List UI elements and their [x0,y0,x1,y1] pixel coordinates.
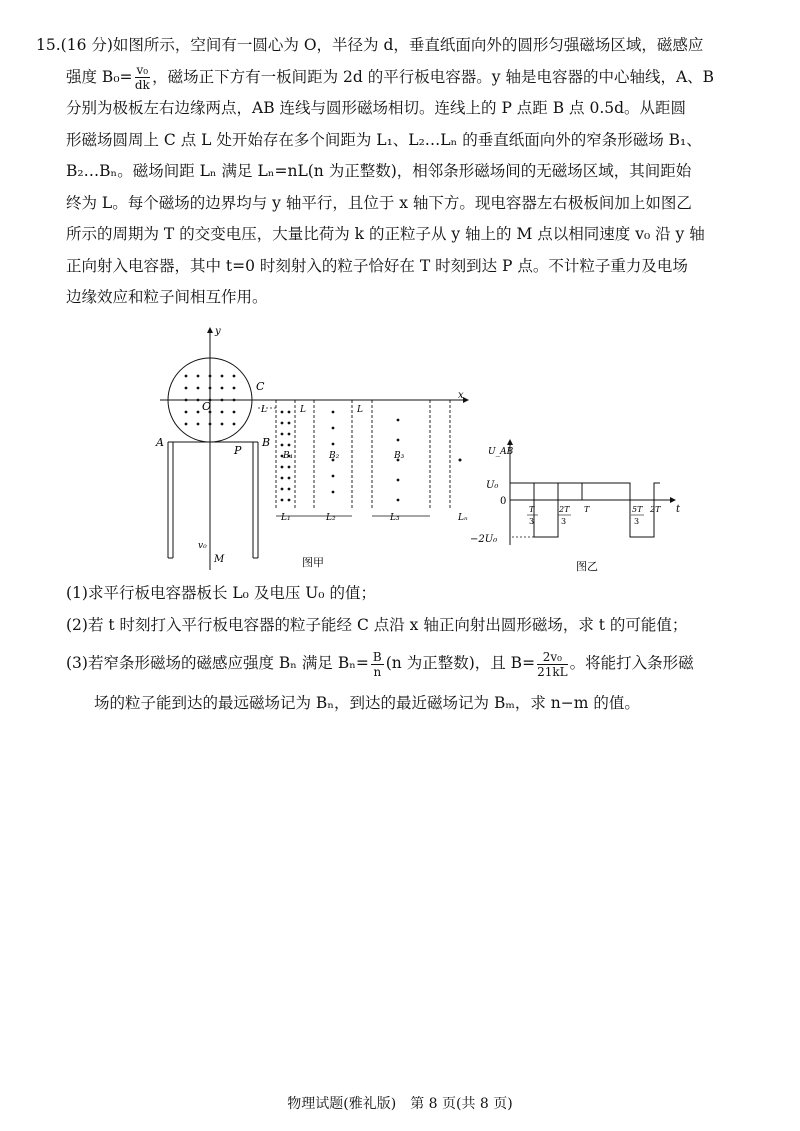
strip-dot [288,488,291,491]
tick-5T3-num: 5T [632,505,643,514]
label-L1: L₁ [281,513,291,523]
y-axis-label: y [215,326,221,337]
field-dot [233,387,236,390]
strip-dot [288,411,291,414]
question-line-3: 分别为极板左右边缘两点，AB 连线与圆形磁场相切。连线上的 P 点距 B 点 0.5d。从距圆 [66,99,687,117]
field-dot [185,423,188,426]
strip-dot [332,475,335,478]
field-dot [197,399,200,402]
strip-dot [332,411,335,414]
field-dot [209,387,212,390]
label-t: t [676,504,681,515]
figure-b [470,440,681,573]
field-dot [197,375,200,378]
label-O: O [202,400,212,413]
subquestion-3: (3)若窄条形磁场的磁感应强度 Bₙ 满足 Bₙ= $\frac{B}{n}$ (n 为正整数)，且 B= $\frac{\text{2v₀}}{21kL}$ 。将能打入条形磁 [66,649,694,679]
label-B: B [262,436,271,449]
question-number: 15. [36,36,61,54]
strip-dot [288,444,291,447]
strip-dot [397,439,400,442]
strip-dot [332,427,335,430]
gap-L-1: L [300,405,306,415]
strip-dot [288,477,291,480]
tick-T3-den: 3 [529,517,535,526]
field-dot [209,375,212,378]
fraction-bn: $\frac{B}{n}$ [372,649,382,679]
fraction-b0: $\frac{\text{v₀}}{dk}$ [134,63,150,92]
strip-dot [281,499,284,502]
strip-fields [276,400,450,510]
label-v0: v₀ [198,541,207,551]
question-points: (16 分) [60,36,113,54]
figure-b-caption: 图乙 [576,560,598,573]
question-line-6: 终为 L。每个磁场的边界均与 y 轴平行，且位于 x 轴下方。现电容器左右极板间加上如图乙 [66,193,692,212]
subquestion-2: (2)若 t 时刻打入平行板电容器的粒子能经 C 点沿 x 轴正向射出圆形磁场，求 t 的可能值； [66,616,688,634]
field-dot [233,399,236,402]
field-dot [209,423,212,426]
label-B2: B₂ [329,451,340,461]
tick-2T3-den: 3 [561,517,567,526]
figure-a-caption: 图甲 [302,556,324,569]
strip-dot [397,499,400,502]
label-B1: B₁ [283,451,294,461]
label-M: M [214,554,225,565]
label-uab: U_AB [488,447,514,457]
question-line-5: B₂…Bₙ。磁场间距 Lₙ 满足 Lₙ=nL(n 为正整数)，相邻条形磁场间的无磁场区域，其间距始 [66,162,692,180]
strip-dot [281,444,284,447]
strip-dot [332,443,335,446]
label-C: C [256,380,265,393]
tick-2T: 2T [650,505,661,514]
strip-dot [397,419,400,422]
label-P: P [234,444,242,457]
question-line-8: 正向射入电容器，其中 t=0 时刻射入的粒子恰好在 T 时刻到达 P 点。不计粒子重力及电场 [66,256,688,275]
field-dot [185,399,188,402]
subquestion-1: (1)求平行板电容器板长 L₀ 及电压 U₀ 的值； [66,584,376,602]
strip-field-dots [281,411,400,502]
strip-dot [281,477,284,480]
subquestion-3-cont: 场的粒子能到达的最远磁场记为 Bₙ，到达的最近磁场记为 Bₘ，求 n−m 的值。 [94,694,640,712]
field-dot [233,411,236,414]
strip-dot [288,433,291,436]
strip-dot [281,466,284,469]
field-dot [233,375,236,378]
question-line-2: 强度 B₀= $\frac{\text{v₀}}{dk}$ ，磁场正下方有一板间距为 2d 的平行板电容器。y 轴是电容器的中心轴线，A、B [66,63,715,92]
tick-T: T [584,505,590,514]
field-dot [197,423,200,426]
field-dot [221,375,224,378]
strip-dot [281,422,284,425]
strip-dot [281,433,284,436]
fraction-b: $\frac{\text{2v₀}}{21kL}$ [537,649,568,679]
label-Ln: Lₙ [458,513,468,523]
field-dot [185,411,188,414]
strip-dot [288,499,291,502]
gap-L-2: L [357,405,363,415]
strip-dot [332,491,335,494]
field-dot [233,423,236,426]
question-line-1: 15.(16 分)如图所示，空间有一圆心为 O，半径为 d，垂直纸面向外的圆形匀强磁场区域，磁感应 [36,36,704,54]
label-zero: 0 [500,496,507,507]
field-dot [185,387,188,390]
strip-dot [397,479,400,482]
strip-dot [281,488,284,491]
label-L2: L₂ [326,513,336,523]
field-dot [197,411,200,414]
page-footer: 物理试题(雅礼版) 第 8 页(共 8 页) [287,1096,513,1112]
label-B3: B₃ [394,451,405,461]
field-dot [221,423,224,426]
label-u0: U₀ [486,480,499,491]
gap-L-0: L [261,405,267,415]
strip-dot [288,466,291,469]
tick-2T3-num: 2T [559,505,570,514]
strip-dot [281,411,284,414]
x-axis-label: x [458,390,464,401]
label-neg2u0: −2U₀ [470,534,498,545]
ellipsis-dot [459,459,462,462]
label-L3: L₃ [390,513,400,523]
label-A: A [156,436,164,449]
field-dot [197,387,200,390]
field-dot [221,411,224,414]
tick-5T3-den: 3 [634,517,640,526]
field-dot [221,399,224,402]
figure-a [155,326,468,570]
question-15 [36,30,766,314]
strip-dot [288,422,291,425]
field-dot [185,375,188,378]
voltage-waveform [510,483,582,537]
question-line-9: 边缘效应和粒子间相互作用。 [66,288,268,306]
tick-T3-num: T [529,505,535,514]
question-line-4: 形磁场圆周上 C 点 L 处开始存在多个间距为 L₁、L₂…Lₙ 的垂直纸面向外的窄条形磁场 B₁、 [66,130,702,149]
question-line-7: 所示的周期为 T 的交变电压，大量比荷为 k 的正粒子从 y 轴上的 M 点以相同速度 v₀ 沿 y 轴 [66,225,705,243]
field-dot [221,387,224,390]
figures [140,320,700,580]
